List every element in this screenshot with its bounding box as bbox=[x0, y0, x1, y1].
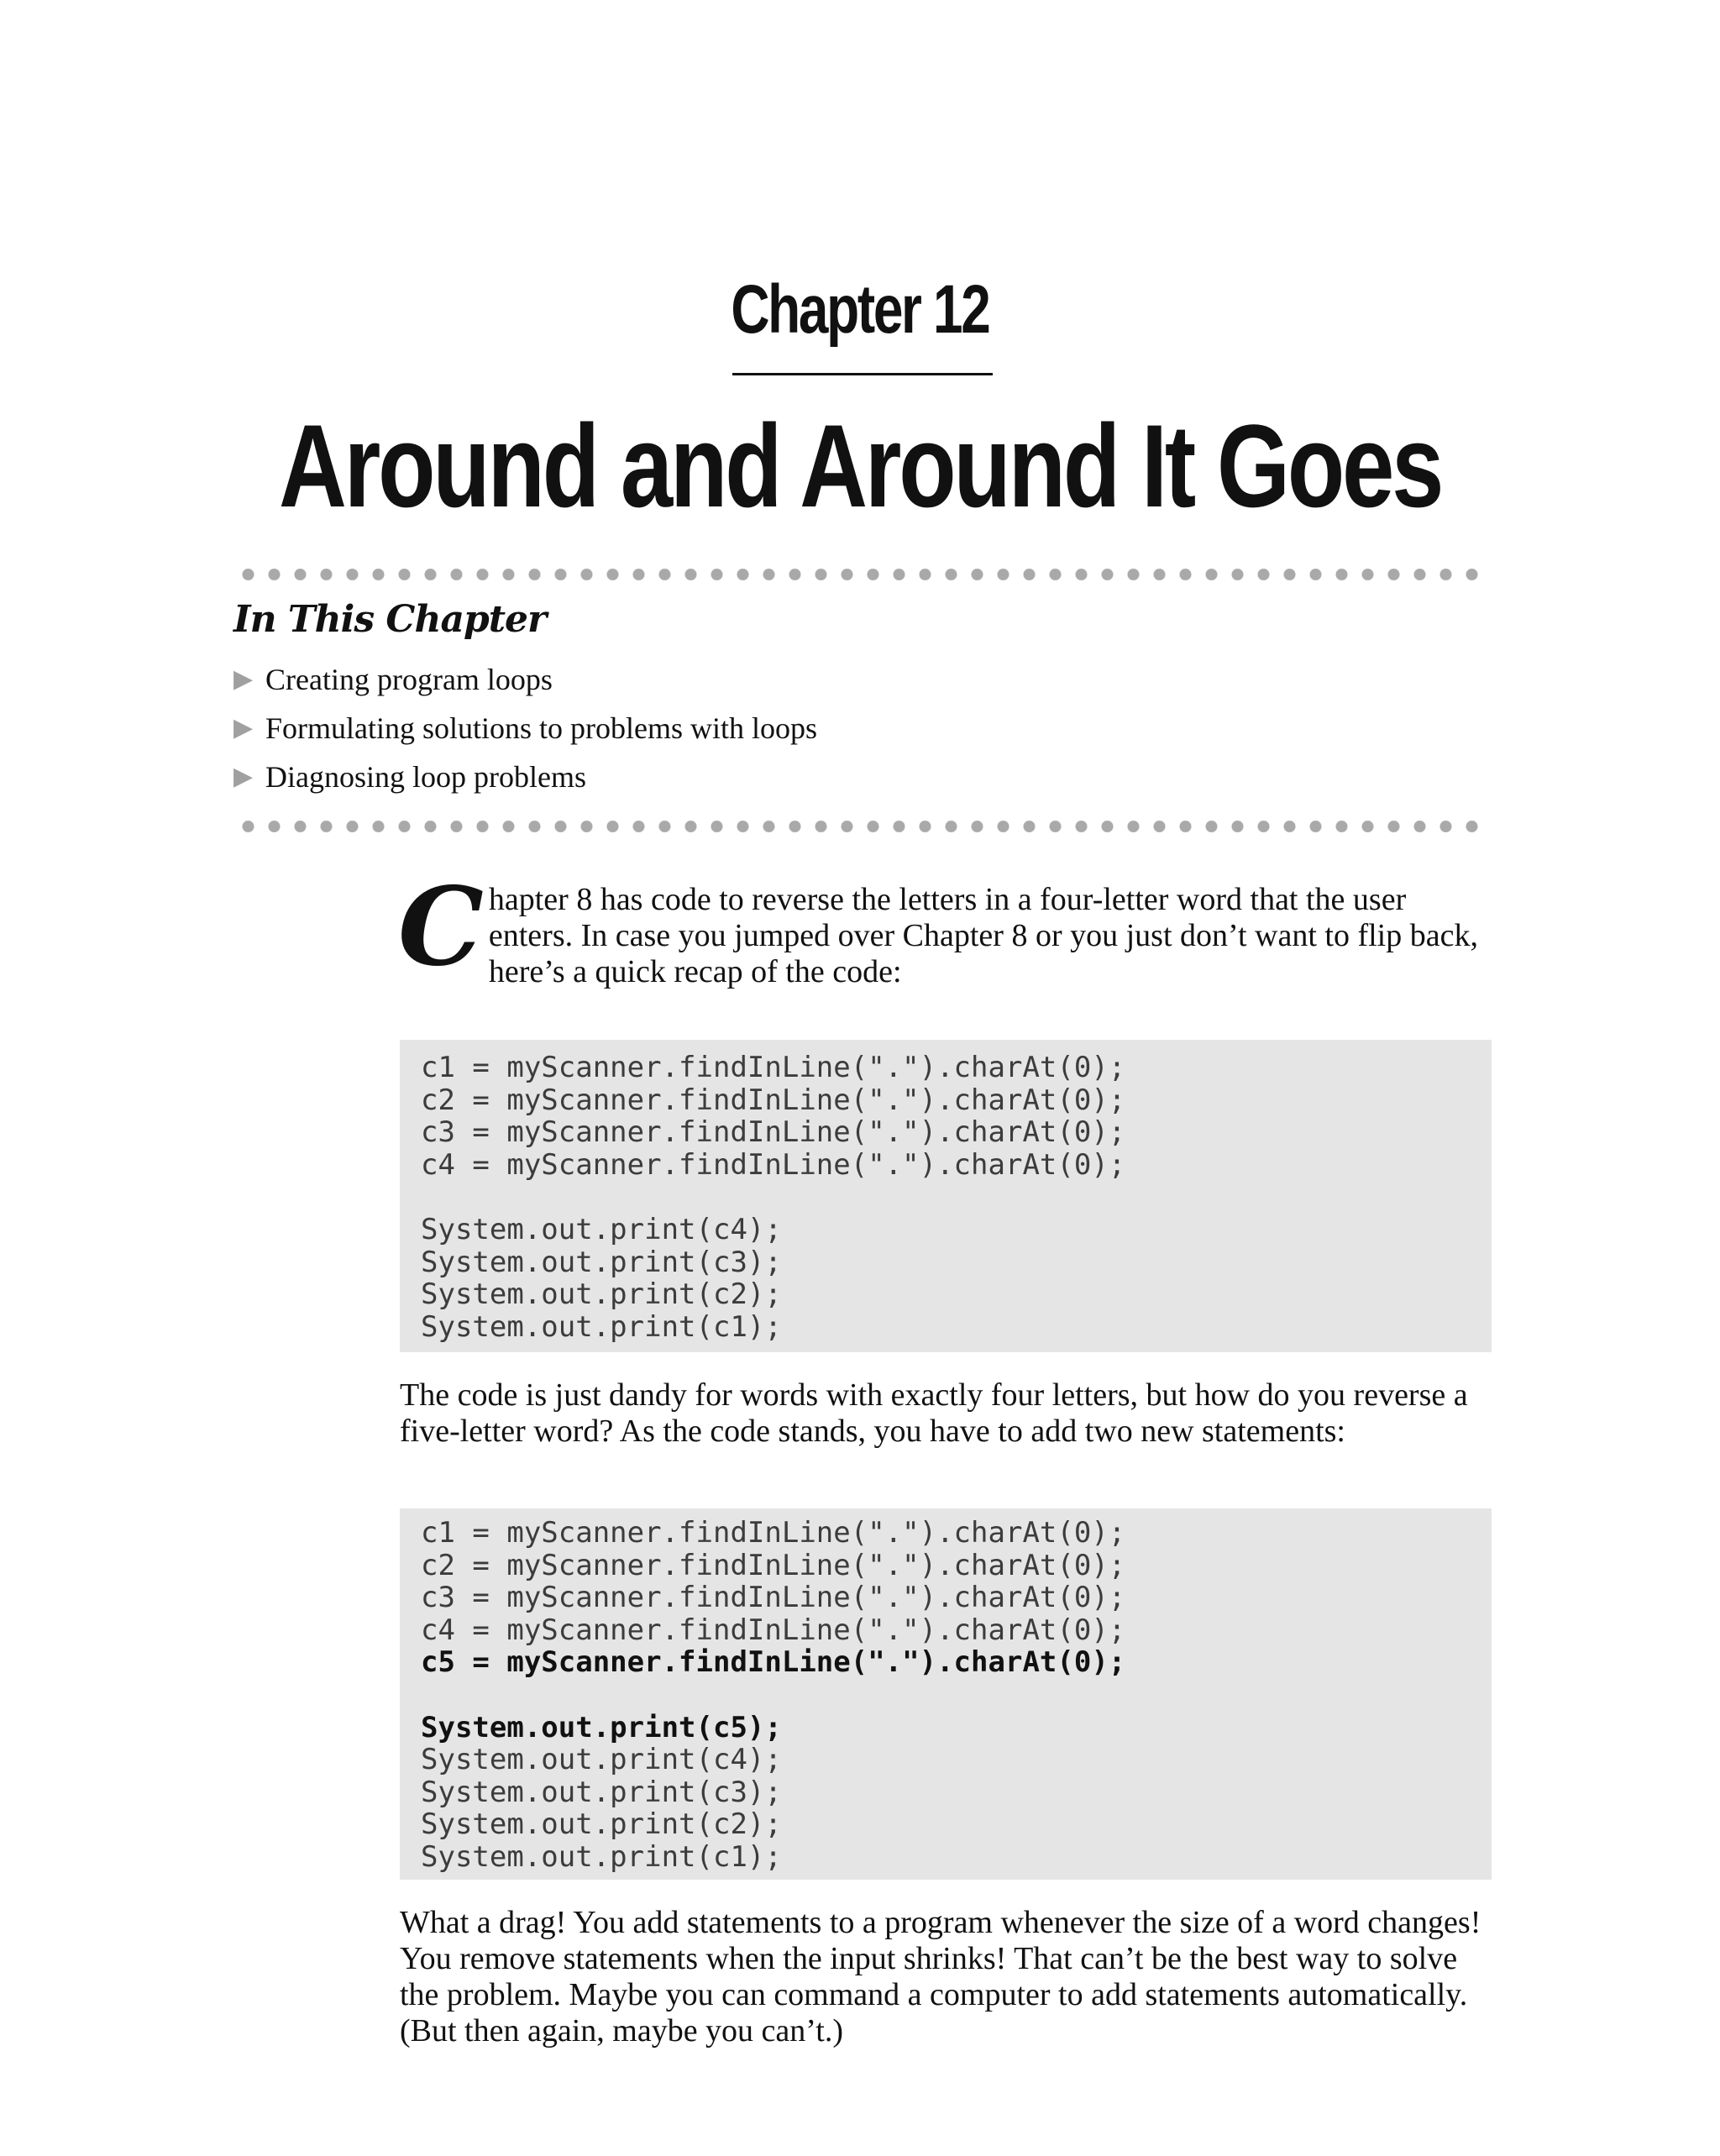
code-block-four-letter bbox=[400, 1040, 1492, 1352]
code-block-five-letter bbox=[400, 1508, 1492, 1880]
dotted-divider-bottom bbox=[235, 821, 1487, 832]
chapter-number bbox=[0, 271, 1720, 356]
list-item-text: Diagnosing loop problems bbox=[265, 760, 586, 794]
list-item-text: Formulating solutions to problems with loops bbox=[265, 711, 818, 745]
intro-text: hapter 8 has code to reverse the letters in a four-letter word that the user enters. In case you jumped over Chapter 8 or you just don’t want to flip back, here’s a quick recap of the code: bbox=[488, 882, 1478, 989]
code-line: System.out.print(c1); bbox=[421, 1309, 782, 1344]
code-line: c4 = myScanner.findInLine(".").charAt(0); bbox=[421, 1613, 1126, 1647]
code-line: c1 = myScanner.findInLine(".").charAt(0); bbox=[421, 1516, 1126, 1550]
code-blank-line bbox=[421, 1181, 1492, 1214]
code-line: c3 = myScanner.findInLine(".").charAt(0); bbox=[421, 1115, 1126, 1150]
list-item bbox=[233, 704, 817, 753]
code-line: c2 = myScanner.findInLine(".").charAt(0); bbox=[421, 1083, 1126, 1117]
code-line: System.out.print(c4); bbox=[421, 1743, 782, 1777]
code-line: c4 = myScanner.findInLine(".").charAt(0); bbox=[421, 1147, 1126, 1182]
body-paragraph: The code is just dandy for words with exactly four letters, but how do you reverse a five-letter word? As the code stands, you have to add two new statements: bbox=[400, 1377, 1468, 1449]
code-line-highlighted: c5 = myScanner.findInLine(".").charAt(0); bbox=[421, 1645, 1126, 1680]
chapter-underline bbox=[732, 373, 993, 375]
chapter-title bbox=[0, 401, 1720, 531]
body-paragraph: What a drag! You add statements to a program whenever the size of a word changes! You remove statements when the input shrinks! That can’t be the best way to solve the problem. Maybe you can command a computer to add statements automatically. (But then again, maybe you can’t.) bbox=[400, 1905, 1481, 2048]
chapter-number-text: Chapter 12 bbox=[731, 271, 989, 348]
list-item-text: Creating program loops bbox=[265, 663, 553, 696]
code-line-highlighted: System.out.print(c5); bbox=[421, 1710, 782, 1744]
code-line: c2 = myScanner.findInLine(".").charAt(0); bbox=[421, 1548, 1126, 1582]
code-line: System.out.print(c3); bbox=[421, 1775, 782, 1809]
triangle-bullet-icon: ▶ bbox=[233, 763, 254, 790]
triangle-bullet-icon: ▶ bbox=[233, 714, 254, 742]
code-line: System.out.print(c1); bbox=[421, 1839, 782, 1874]
code-line: System.out.print(c2); bbox=[421, 1807, 782, 1842]
drop-cap: C bbox=[398, 864, 484, 990]
code-line: System.out.print(c2); bbox=[421, 1277, 782, 1312]
triangle-bullet-icon: ▶ bbox=[233, 665, 254, 693]
code-line: System.out.print(c3); bbox=[421, 1245, 782, 1279]
code-line: c1 = myScanner.findInLine(".").charAt(0); bbox=[421, 1051, 1126, 1084]
code-line: c3 = myScanner.findInLine(".").charAt(0); bbox=[421, 1581, 1126, 1615]
in-this-chapter-list bbox=[233, 655, 817, 801]
intro-paragraph bbox=[398, 864, 1492, 990]
chapter-title-text: Around and Around It Goes bbox=[278, 400, 1442, 532]
code-blank-line bbox=[421, 1679, 1492, 1712]
list-item bbox=[233, 753, 817, 801]
list-item bbox=[233, 655, 817, 704]
dotted-divider-top bbox=[235, 569, 1487, 580]
in-this-chapter-heading: In This Chapter bbox=[233, 598, 547, 641]
code-line: System.out.print(c4); bbox=[421, 1212, 782, 1246]
